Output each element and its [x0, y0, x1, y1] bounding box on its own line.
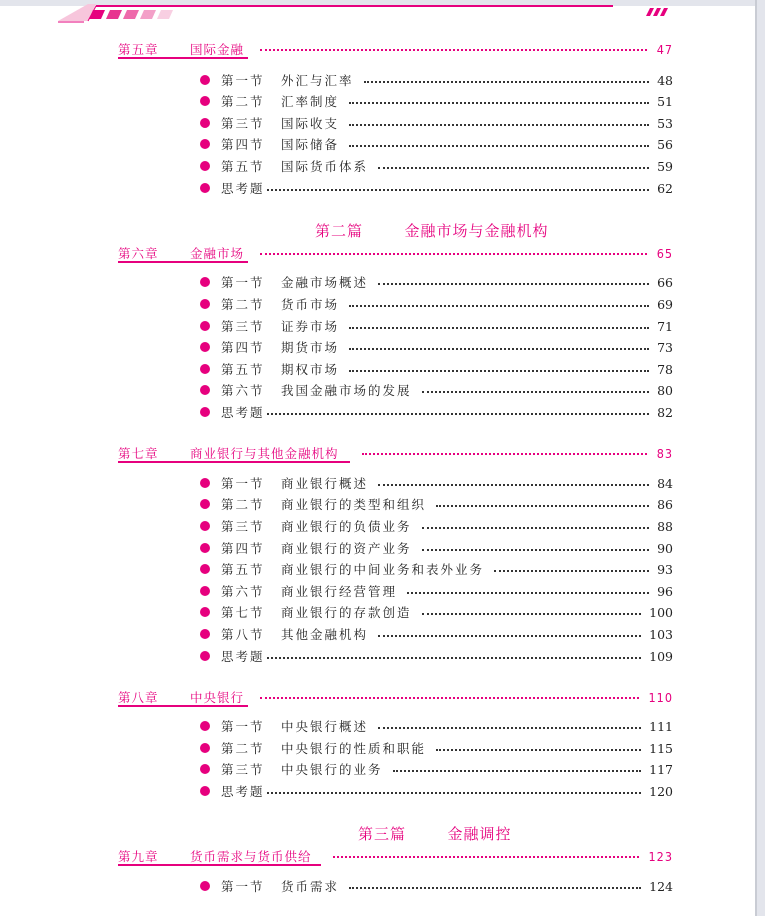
dot-leader [260, 253, 647, 255]
page-number: 100 [649, 604, 673, 620]
part-label: 第二篇 [315, 221, 364, 240]
section-label: 思考题 [221, 181, 265, 196]
bullet-icon [200, 521, 210, 531]
toc-section[interactable] [0, 156, 765, 176]
section-title: 其他金融机构 [281, 627, 369, 642]
toc-section[interactable] [0, 402, 765, 422]
page-number: 65 [656, 245, 673, 261]
toc-section[interactable] [0, 359, 765, 379]
dot-leader [378, 727, 641, 729]
dot-leader [422, 613, 642, 615]
section-title: 国际货币体系 [281, 159, 369, 174]
bullet-icon [200, 75, 210, 85]
bullet-icon [200, 342, 210, 352]
chapter-label: 第八章 [118, 690, 159, 705]
section-label: 第四节 [221, 137, 265, 152]
page-number: 96 [657, 583, 673, 599]
page-number: 111 [649, 718, 673, 734]
toc-section[interactable] [0, 581, 765, 601]
page-number: 73 [657, 339, 673, 355]
part-label: 第三篇 [358, 824, 407, 843]
toc-section[interactable] [0, 272, 765, 292]
toc-section[interactable] [0, 516, 765, 536]
bullet-icon [200, 629, 210, 639]
section-label: 思考题 [221, 405, 265, 420]
dot-leader [364, 81, 650, 83]
section-label: 第四节 [221, 541, 265, 556]
page-number: 90 [657, 540, 673, 556]
toc-section[interactable] [0, 337, 765, 357]
section-label: 第二节 [221, 297, 265, 312]
bullet-icon [200, 543, 210, 553]
section-title: 商业银行经营管理 [281, 584, 398, 599]
section-title: 商业银行的存款创造 [281, 605, 412, 620]
page-number: 88 [657, 518, 673, 534]
section-label: 思考题 [221, 649, 265, 664]
dot-leader [267, 189, 650, 191]
toc-section[interactable] [0, 473, 765, 493]
dot-leader [378, 167, 649, 169]
section-title: 我国金融市场的发展 [281, 383, 412, 398]
toc-section[interactable] [0, 876, 765, 896]
toc-section[interactable] [0, 134, 765, 154]
section-title: 商业银行的中间业务和表外业务 [281, 562, 485, 577]
chapter-title: 国际金融 [190, 42, 245, 57]
bullet-icon [200, 118, 210, 128]
dot-leader [378, 484, 649, 486]
bullet-icon [200, 564, 210, 574]
toc-section[interactable] [0, 294, 765, 314]
section-label: 第五节 [221, 362, 265, 377]
bullet-icon [200, 385, 210, 395]
section-title: 商业银行的资产业务 [281, 541, 412, 556]
section-label: 第一节 [221, 476, 265, 491]
bullet-icon [200, 764, 210, 774]
section-label: 第六节 [221, 584, 265, 599]
chapter-title: 金融市场 [190, 246, 245, 261]
section-label: 第四节 [221, 340, 265, 355]
toc-section[interactable] [0, 559, 765, 579]
dot-leader [267, 792, 642, 794]
toc-section[interactable] [0, 494, 765, 514]
section-label: 第二节 [221, 497, 265, 512]
bullet-icon [200, 499, 210, 509]
dot-leader [267, 413, 650, 415]
dot-leader [349, 124, 649, 126]
toc-section[interactable] [0, 538, 765, 558]
chapter-title: 中央银行 [190, 690, 245, 705]
chapter-label: 第七章 [118, 446, 159, 461]
bullet-icon [200, 139, 210, 149]
bullet-icon [200, 586, 210, 596]
page-number: 109 [649, 648, 673, 664]
chapter-label: 第九章 [118, 849, 159, 864]
toc-section[interactable] [0, 716, 765, 736]
toc-section[interactable] [0, 738, 765, 758]
dot-leader [378, 635, 641, 637]
page-number: 62 [657, 180, 673, 196]
dot-leader [362, 453, 648, 455]
section-title: 货币市场 [281, 297, 340, 312]
bullet-icon [200, 161, 210, 171]
section-label: 第一节 [221, 879, 265, 894]
page-number: 86 [657, 496, 673, 512]
bullet-icon [200, 277, 210, 287]
section-title: 汇率制度 [281, 94, 340, 109]
toc-section[interactable] [0, 646, 765, 666]
dot-leader [436, 505, 649, 507]
page-number: 120 [649, 783, 673, 799]
page-number: 82 [657, 404, 673, 420]
dot-leader [267, 657, 642, 659]
section-title: 国际储备 [281, 137, 340, 152]
bullet-icon [200, 478, 210, 488]
section-title: 商业银行的负债业务 [281, 519, 412, 534]
bullet-icon [200, 881, 210, 891]
page-number: 80 [657, 382, 673, 398]
chapter-title: 货币需求与货币供给 [190, 849, 312, 864]
section-title: 中央银行的业务 [281, 762, 383, 777]
section-label: 第一节 [221, 719, 265, 734]
section-title: 货币需求 [281, 879, 340, 894]
header-stripes-icon [58, 4, 758, 24]
page-number: 53 [657, 115, 673, 131]
dot-leader [349, 370, 649, 372]
dot-leader [422, 549, 650, 551]
dot-leader [349, 102, 649, 104]
dot-leader [349, 348, 649, 350]
toc-chapter[interactable] [0, 846, 765, 866]
dot-leader [378, 283, 649, 285]
toc-chapter[interactable] [0, 687, 765, 707]
section-title: 金融市场概述 [281, 275, 369, 290]
page-number: 83 [656, 445, 673, 461]
dot-leader [436, 749, 641, 751]
page-number: 110 [648, 689, 673, 705]
page-number: 103 [649, 626, 673, 642]
page-number: 78 [657, 361, 673, 377]
bullet-icon [200, 407, 210, 417]
page-number: 117 [649, 761, 673, 777]
section-label: 第五节 [221, 159, 265, 174]
bullet-icon [200, 651, 210, 661]
page-number: 66 [657, 274, 673, 290]
chapter-underline [118, 864, 321, 866]
page-number: 48 [657, 72, 673, 88]
chapter-underline [118, 261, 248, 263]
toc-section[interactable] [0, 113, 765, 133]
toc-section[interactable] [0, 91, 765, 111]
toc-section[interactable] [0, 316, 765, 336]
bullet-icon [200, 96, 210, 106]
chapter-label: 第五章 [118, 42, 159, 57]
bullet-icon [200, 786, 210, 796]
page-number: 59 [657, 158, 673, 174]
page-number: 71 [657, 318, 673, 334]
dot-leader [349, 327, 649, 329]
part-title: 金融调控 [447, 824, 512, 843]
dot-leader [349, 305, 649, 307]
page-number: 93 [657, 561, 673, 577]
section-title: 期货市场 [281, 340, 340, 355]
dot-leader [260, 697, 639, 699]
page-number: 124 [649, 878, 673, 894]
chapter-underline [118, 461, 350, 463]
page-number: 47 [656, 41, 673, 57]
dot-leader [393, 770, 642, 772]
section-label: 第五节 [221, 562, 265, 577]
section-title: 商业银行的类型和组织 [281, 497, 427, 512]
bullet-icon [200, 721, 210, 731]
part-heading [0, 220, 765, 240]
dot-leader [494, 570, 649, 572]
part-heading [0, 823, 765, 843]
toc-section[interactable] [0, 178, 765, 198]
section-label: 思考题 [221, 784, 265, 799]
page-number: 51 [657, 93, 673, 109]
page-number: 69 [657, 296, 673, 312]
toc-section[interactable] [0, 380, 765, 400]
part-title: 金融市场与金融机构 [404, 221, 549, 240]
dot-leader [407, 592, 649, 594]
dot-leader [422, 391, 650, 393]
page-number: 84 [657, 475, 673, 491]
chapter-title: 商业银行与其他金融机构 [190, 446, 339, 461]
section-title: 证券市场 [281, 319, 340, 334]
toc-section[interactable] [0, 781, 765, 801]
section-label: 第八节 [221, 627, 265, 642]
page-number: 123 [648, 848, 673, 864]
bullet-icon [200, 299, 210, 309]
toc-chapter[interactable] [0, 443, 765, 463]
dot-leader [260, 49, 647, 51]
toc-section[interactable] [0, 759, 765, 779]
section-title: 中央银行概述 [281, 719, 369, 734]
chapter-label: 第六章 [118, 246, 159, 261]
dot-leader [422, 527, 650, 529]
section-label: 第二节 [221, 94, 265, 109]
section-label: 第六节 [221, 383, 265, 398]
toc-chapter[interactable] [0, 243, 765, 263]
section-label: 第二节 [221, 741, 265, 756]
toc-section[interactable] [0, 602, 765, 622]
section-title: 外汇与汇率 [281, 73, 354, 88]
dot-leader [349, 145, 649, 147]
section-label: 第三节 [221, 519, 265, 534]
section-label: 第三节 [221, 319, 265, 334]
bullet-icon [200, 183, 210, 193]
dot-leader [349, 887, 641, 889]
bullet-icon [200, 743, 210, 753]
toc-section[interactable] [0, 70, 765, 90]
bullet-icon [200, 364, 210, 374]
bullet-icon [200, 321, 210, 331]
chapter-underline [118, 705, 248, 707]
chapter-underline [118, 57, 248, 59]
section-label: 第三节 [221, 762, 265, 777]
section-title: 中央银行的性质和职能 [281, 741, 427, 756]
section-label: 第一节 [221, 73, 265, 88]
section-label: 第七节 [221, 605, 265, 620]
dot-leader [333, 856, 640, 858]
section-title: 国际收支 [281, 116, 340, 131]
section-label: 第一节 [221, 275, 265, 290]
page-number: 115 [649, 740, 673, 756]
section-title: 期权市场 [281, 362, 340, 377]
section-label: 第三节 [221, 116, 265, 131]
toc-section[interactable] [0, 624, 765, 644]
page-number: 56 [657, 136, 673, 152]
toc-chapter[interactable] [0, 39, 765, 59]
bullet-icon [200, 607, 210, 617]
section-title: 商业银行概述 [281, 476, 369, 491]
